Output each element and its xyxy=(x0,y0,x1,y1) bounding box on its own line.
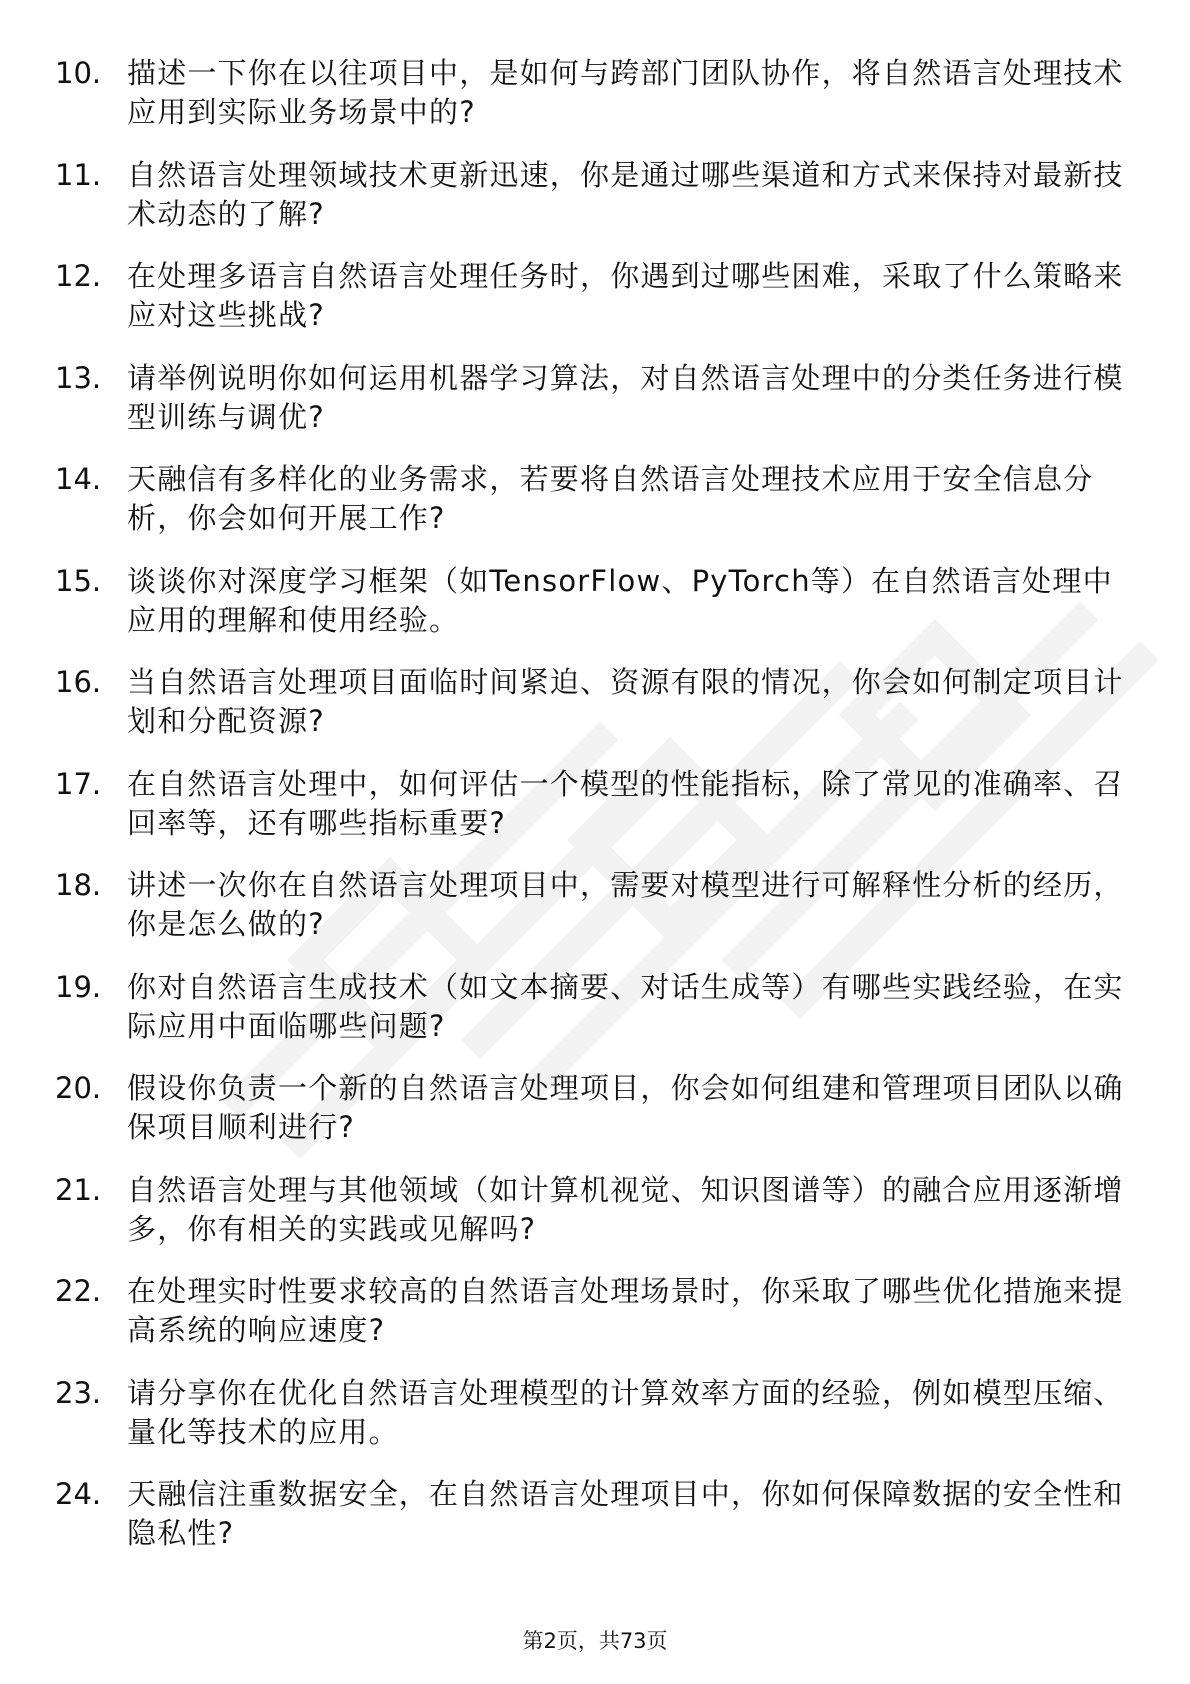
question-text: 自然语言处理领域技术更新迅速，你是通过哪些渠道和方式来保持对最新技术动态的了解? xyxy=(127,157,1124,231)
question-text: 在处理多语言自然语言处理任务时，你遇到过哪些困难，采取了什么策略来应对这些挑战? xyxy=(127,259,1124,332)
page-footer: 第2页，共73页 xyxy=(522,1629,668,1653)
question-number: 21. xyxy=(55,1172,102,1207)
question-text: 描述一下你在以往项目中，是如何与跨部门团队协作，将自然语言处理技术应用到实际业务场景中的? xyxy=(127,56,1124,129)
list-item xyxy=(55,866,1125,968)
question-number: 14. xyxy=(55,462,102,496)
question-number: 12. xyxy=(55,259,102,293)
question-number: 13. xyxy=(55,360,102,395)
list-item xyxy=(55,765,1125,867)
list-item xyxy=(55,1171,1125,1273)
question-number: 24. xyxy=(55,1477,102,1511)
question-text: 讲述一次你在自然语言处理项目中，需要对模型进行可解释性分析的经历，你是怎么做的? xyxy=(127,868,1124,941)
list-item xyxy=(55,1069,1125,1171)
list-item xyxy=(55,156,1125,258)
question-list xyxy=(55,54,1125,1577)
list-item xyxy=(55,1272,1125,1374)
question-number: 11. xyxy=(55,157,102,192)
question-text: 在处理实时性要求较高的自然语言处理场景时，你采取了哪些优化措施来提高系统的响应速度? xyxy=(127,1274,1124,1347)
list-item xyxy=(55,562,1125,664)
question-text: 请分享你在优化自然语言处理模型的计算效率方面的经验，例如模型压缩、量化等技术的应用。 xyxy=(127,1375,1124,1449)
question-number: 10. xyxy=(55,56,102,90)
question-number: 19. xyxy=(55,969,102,1004)
question-text: 你对自然语言生成技术（如文本摘要、对话生成等）有哪些实践经验，在实际应用中面临哪些问题? xyxy=(127,969,1124,1043)
list-item xyxy=(55,54,1125,156)
question-number: 20. xyxy=(55,1071,102,1105)
question-number: 15. xyxy=(55,563,102,598)
question-text: 当自然语言处理项目面临时间紧迫、资源有限的情况，你会如何制定项目计划和分配资源? xyxy=(127,665,1124,738)
question-text: 谈谈你对深度学习框架（如TensorFlow、PyTorch等）在自然语言处理中应用的理解和使用经验。 xyxy=(127,563,1113,637)
question-text: 自然语言处理与其他领域（如计算机视觉、知识图谱等）的融合应用逐渐增多，你有相关的实践或见解吗? xyxy=(127,1172,1124,1246)
question-number: 22. xyxy=(55,1274,102,1308)
list-item xyxy=(55,359,1125,461)
question-text: 在自然语言处理中，如何评估一个模型的性能指标，除了常见的准确率、召回率等，还有哪些指标重要? xyxy=(127,766,1124,840)
list-item xyxy=(55,460,1125,562)
list-item xyxy=(55,663,1125,765)
list-item xyxy=(55,1374,1125,1476)
question-text: 天融信有多样化的业务需求，若要将自然语言处理技术应用于安全信息分析，你会如何开展工作? xyxy=(127,462,1094,535)
question-number: 18. xyxy=(55,868,102,902)
question-text: 假设你负责一个新的自然语言处理项目，你会如何组建和管理项目团队以确保项目顺利进行? xyxy=(127,1071,1124,1144)
question-number: 17. xyxy=(55,766,102,801)
question-number: 23. xyxy=(55,1375,102,1410)
question-text: 天融信注重数据安全，在自然语言处理项目中，你如何保障数据的安全性和隐私性? xyxy=(127,1477,1124,1550)
list-item xyxy=(55,257,1125,359)
question-text: 请举例说明你如何运用机器学习算法，对自然语言处理中的分类任务进行模型训练与调优? xyxy=(127,360,1124,434)
list-item xyxy=(55,968,1125,1070)
list-item xyxy=(55,1475,1125,1577)
question-number: 16. xyxy=(55,665,102,699)
